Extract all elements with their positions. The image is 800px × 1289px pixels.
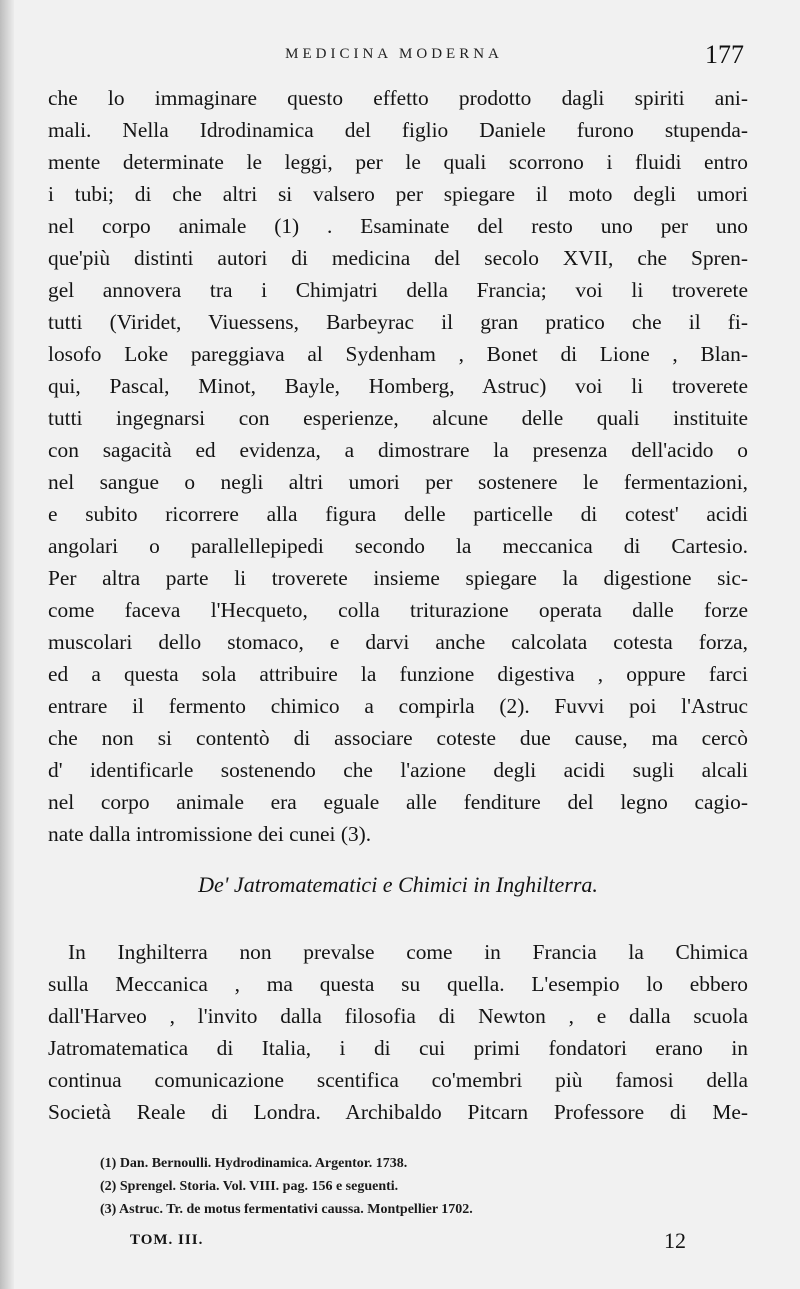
paragraph-2 [48,936,748,1128]
paragraph-1 [48,82,748,850]
text-line: i tubi; di che altri si valsero per spiegare il moto degli umori [48,182,748,206]
text-line: losofo Loke pareggiava al Sydenham , Bonet di Lione , Blan- [48,342,748,366]
text-line: entrare il fermento chimico a compirla (2). Fuvvi poi l'Astruc [48,694,748,718]
text-line: Per altra parte li troverete insieme spiegare la digestione sic- [48,566,748,590]
text-line: mente determinate le leggi, per le quali scorrono i fluidi entro [48,150,748,174]
page-footer [130,1228,686,1256]
text-line: que'più distinti autori di medicina del secolo XVII, che Spren- [48,246,748,270]
page-gutter-shadow [0,0,14,1289]
footnote-2: (2) Sprengel. Storia. Vol. VIII. pag. 156 e seguenti. [100,1179,399,1194]
text-line: qui, Pascal, Minot, Bayle, Homberg, Astruc) voi li troverete [48,374,748,398]
text-line: gel annovera tra i Chimjatri della Francia; voi li troverete [48,278,748,302]
text-line: nel sangue o negli altri umori per sostenere le fermentazioni, [48,470,748,494]
text-line: angolari o parallellepipedi secondo la meccanica di Cartesio. [48,534,748,558]
volume-label: TOM. III. [130,1232,204,1248]
text-line: Società Reale di Londra. Archibaldo Pitcarn Professore di Me- [48,1100,748,1124]
text-line: ed a questa sola attribuire la funzione digestiva , oppure farci [48,662,748,686]
text-line: tutti ingegnarsi con esperienze, alcune delle quali instituite [48,406,748,430]
section-title: De' Jatromatematici e Chimici in Inghilterra. [198,872,598,897]
footnotes [100,1152,740,1221]
text-line: dall'Harveo , l'invito dalla filosofia di Newton , e dalla scuola [48,1004,748,1028]
text-line: sulla Meccanica , ma questa su quella. L'esempio lo ebbero [48,972,748,996]
text-line: In Inghilterra non prevalse come in Francia la Chimica [68,940,748,964]
text-line: d' identificarle sostenendo che l'azione degli acidi sugli alcali [48,758,748,782]
text-line: muscolari dello stomaco, e darvi anche calcolata cotesta forza, [48,630,748,654]
footnote-3: (3) Astruc. Tr. de motus fermentativi caussa. Montpellier 1702. [100,1202,473,1217]
text-line: nel corpo animale (1) . Esaminate del resto uno per uno [48,214,748,238]
page-number: 177 [705,40,744,69]
text-line: nate dalla intromissione dei cunei (3). [48,822,372,846]
text-line: mali. Nella Idrodinamica del figlio Daniele furono stupenda- [48,118,748,142]
running-head: MEDICINA MODERNA [285,46,503,62]
signature-mark: 12 [664,1228,686,1253]
text-line: nel corpo animale era eguale alle fenditure del legno cagio- [48,790,748,814]
text-line: con sagacità ed evidenza, a dimostrare la presenza dell'acido o [48,438,748,462]
text-line: che lo immaginare questo effetto prodotto dagli spiriti ani- [48,86,748,110]
text-line: tutti (Viridet, Viuessens, Barbeyrac il gran pratico che il fi- [48,310,748,334]
text-line: e subito ricorrere alla figura delle particelle di cotest' acidi [48,502,748,526]
text-line: che non si contentò di associare coteste due cause, ma cercò [48,726,748,750]
page-header [44,40,744,76]
footnote-1: (1) Dan. Bernoulli. Hydrodinamica. Argentor. 1738. [100,1156,408,1171]
text-line: come faceva l'Hecqueto, colla triturazione operata dalle forze [48,598,748,622]
text-line: Jatromatematica di Italia, i di cui primi fondatori erano in [48,1036,748,1060]
text-line: continua comunicazione scentifica co'membri più famosi della [48,1068,748,1092]
